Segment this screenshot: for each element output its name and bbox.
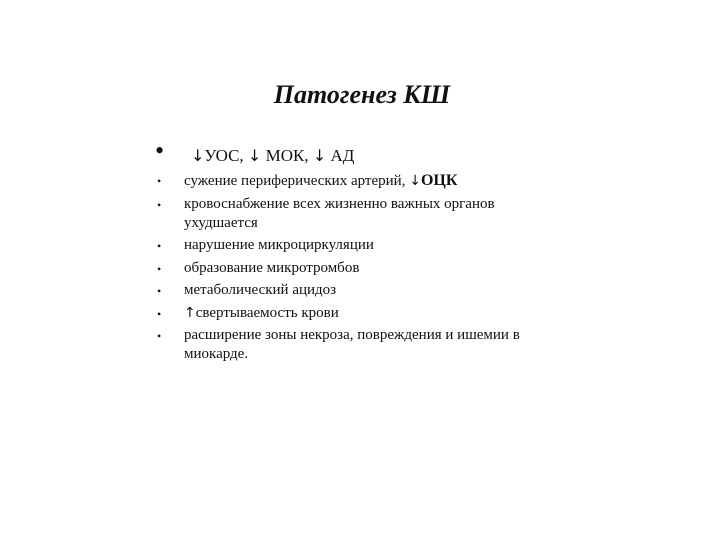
bullet-marker: • <box>157 284 162 298</box>
bullet-marker: • <box>157 239 162 253</box>
list-item <box>155 236 555 255</box>
list-item <box>155 304 555 323</box>
list-item <box>155 195 555 233</box>
uos-label: УОС, <box>204 146 248 165</box>
list-item-text: расширение зоны некроза, повреждения и ишемии в миокарде. <box>184 327 520 362</box>
list-item-text: кровоснабжение всех жизненно важных органов ухудшается <box>184 195 495 231</box>
list-item <box>155 326 555 364</box>
slide-title <box>0 80 720 110</box>
list-item <box>155 171 555 191</box>
bullet-marker: • <box>157 329 162 343</box>
first-item-text <box>191 146 354 166</box>
bullet-marker: • <box>157 306 162 321</box>
mok-label: МОК, <box>261 146 313 165</box>
bullet-marker: • <box>155 136 165 165</box>
arrow-up-icon: ↑ <box>184 304 196 321</box>
ock-label: ОЦК <box>420 172 458 189</box>
pathogenesis-list <box>155 171 555 368</box>
arrow-down-icon: ↓ <box>247 146 262 165</box>
bullet-marker: • <box>157 174 162 188</box>
arrow-down-icon: ↓ <box>312 146 327 165</box>
list-item-text: нарушение микроциркуляции <box>184 237 374 253</box>
list-item-text: образование микротромбов <box>184 259 360 276</box>
bullet-marker: • <box>157 261 162 276</box>
list-item-text: метаболический ацидоз <box>184 282 337 298</box>
bullet-marker: • <box>157 197 162 212</box>
list-item-text: сужение периферических артерий, <box>184 173 410 189</box>
arrow-down-icon: ↓ <box>191 146 205 165</box>
slide-title-text: Патогенез КШ <box>273 80 451 109</box>
list-item <box>155 259 555 278</box>
arrow-down-icon: ↓ <box>409 173 421 189</box>
list-item <box>155 281 555 300</box>
ad-label: АД <box>326 146 355 165</box>
list-item-text: свертываемость крови <box>195 304 339 321</box>
